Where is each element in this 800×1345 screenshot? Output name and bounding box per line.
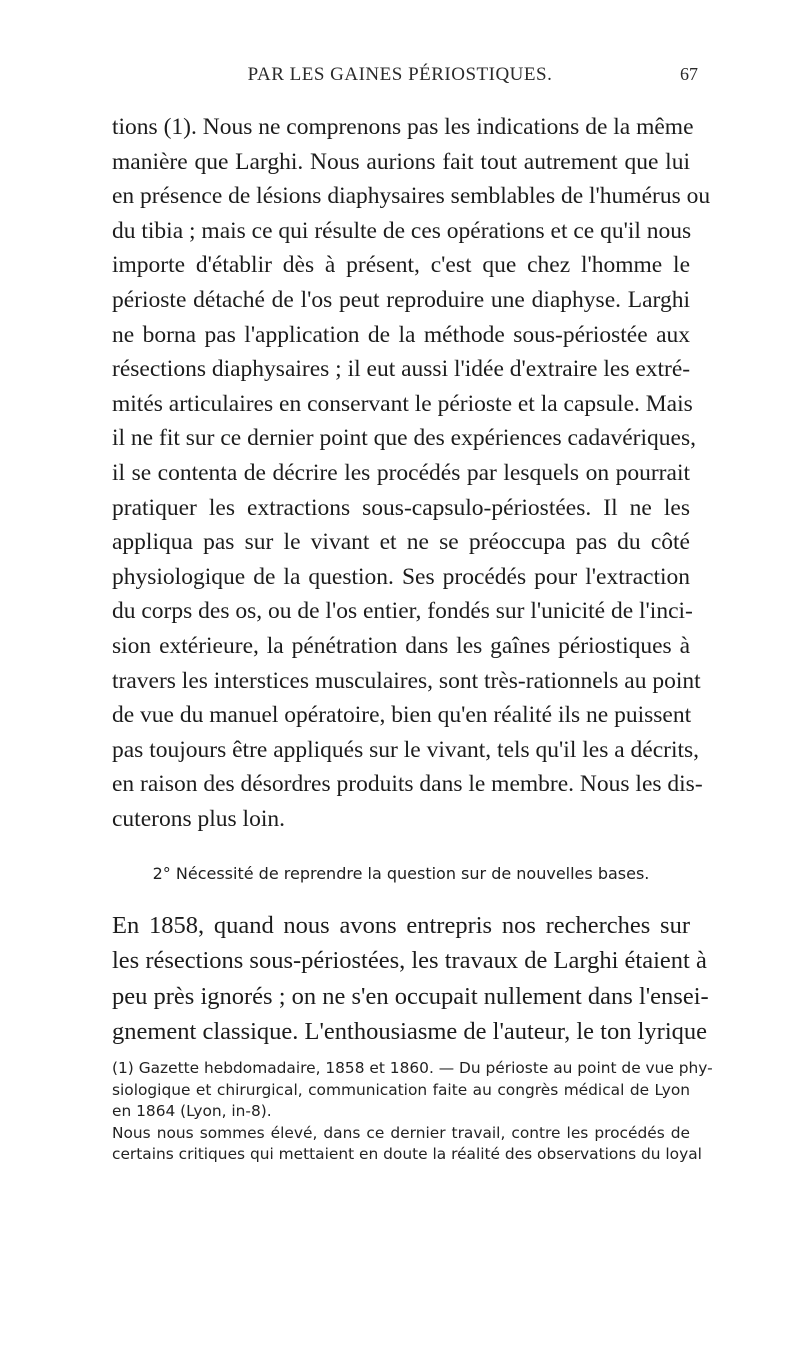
text-line: En 1858, quand nous avons entrepris nos recherches sur — [112, 912, 690, 939]
text-line: pratiquer les extractions sous-capsulo-périostées. Il ne les — [112, 494, 690, 521]
text-line: appliqua pas sur le vivant et ne se préoccupa pas du côté — [112, 529, 690, 556]
text-line: en raison des désordres produits dans le membre. Nous les dis- — [112, 771, 703, 798]
text-line: mités articulaires en conservant le périoste et la capsule. Mais — [112, 390, 693, 417]
text-line: périoste détaché de l'os peut reproduire une diaphyse. Larghi — [112, 286, 690, 313]
paragraph-2 — [112, 908, 709, 1050]
section-heading: 2° Nécessité de reprendre la question sur de nouvelles bases. — [152, 864, 650, 883]
page-number: 67 — [680, 64, 698, 84]
text-line: tions (1). Nous ne comprenons pas les indications de la même — [112, 114, 694, 140]
text-line: manière que Larghi. Nous aurions fait tout autrement que lui — [112, 148, 690, 175]
text-line: il se contenta de décrire les procédés par lesquels on pourrait — [112, 459, 690, 486]
paragraph-1 — [112, 110, 711, 836]
text-line: peu près ignorés ; on ne s'en occupait nullement dans l'ensei- — [112, 982, 709, 1010]
footnote — [112, 1058, 713, 1166]
footnote-line: (1) Gazette hebdomadaire, 1858 et 1860. — Du périoste au point de vue phy- — [112, 1059, 713, 1077]
text-line: du corps des os, ou de l'os entier, fondés sur l'unicité de l'inci- — [112, 598, 693, 625]
text-line: en présence de lésions diaphysaires semblables de l'humérus ou — [112, 183, 711, 210]
running-title: PAR LES GAINES PÉRIOSTIQUES. — [247, 64, 553, 85]
text-line: les résections sous-périostées, les travaux de Larghi étaient à — [112, 947, 707, 975]
footnote-line: en 1864 (Lyon, in-8). — [112, 1102, 272, 1121]
text-line: travers les interstices musculaires, sont très-rationnels au point — [112, 667, 701, 694]
footnote-line: siologique et chirurgical, communication faite au congrès médical de Lyon — [112, 1080, 690, 1099]
text-line: sion extérieure, la pénétration dans les gaînes périostiques à — [112, 632, 690, 659]
footnote-line: Nous nous sommes élevé, dans ce dernier travail, contre les procédés de — [112, 1123, 690, 1142]
text-line: du tibia ; mais ce qui résulte de ces opérations et ce qu'il nous — [112, 217, 692, 244]
text-line: cuterons plus loin. — [112, 805, 285, 832]
text-line: il ne fit sur ce dernier point que des expériences cadavériques, — [112, 425, 696, 452]
text-line: pas toujours être appliqués sur le vivant, tels qu'il les a décrits, — [112, 736, 700, 763]
text-line: de vue du manuel opératoire, bien qu'en réalité ils ne puissent — [112, 702, 692, 729]
running-head — [0, 64, 800, 90]
text-line: importe d'établir dès à présent, c'est que chez l'homme le — [112, 252, 690, 279]
text-line: résections diaphysaires ; il eut aussi l'idée d'extraire les extré- — [112, 356, 691, 383]
text-line: physiologique de la question. Ses procédés pour l'extraction — [112, 563, 690, 590]
text-line: ne borna pas l'application de la méthode sous-périostée aux — [112, 321, 690, 348]
footnote-line: certains critiques qui mettaient en doute la réalité des observations du loyal — [112, 1145, 702, 1164]
text-line: gnement classique. L'enthousiasme de l'auteur, le ton lyrique — [112, 1018, 707, 1046]
